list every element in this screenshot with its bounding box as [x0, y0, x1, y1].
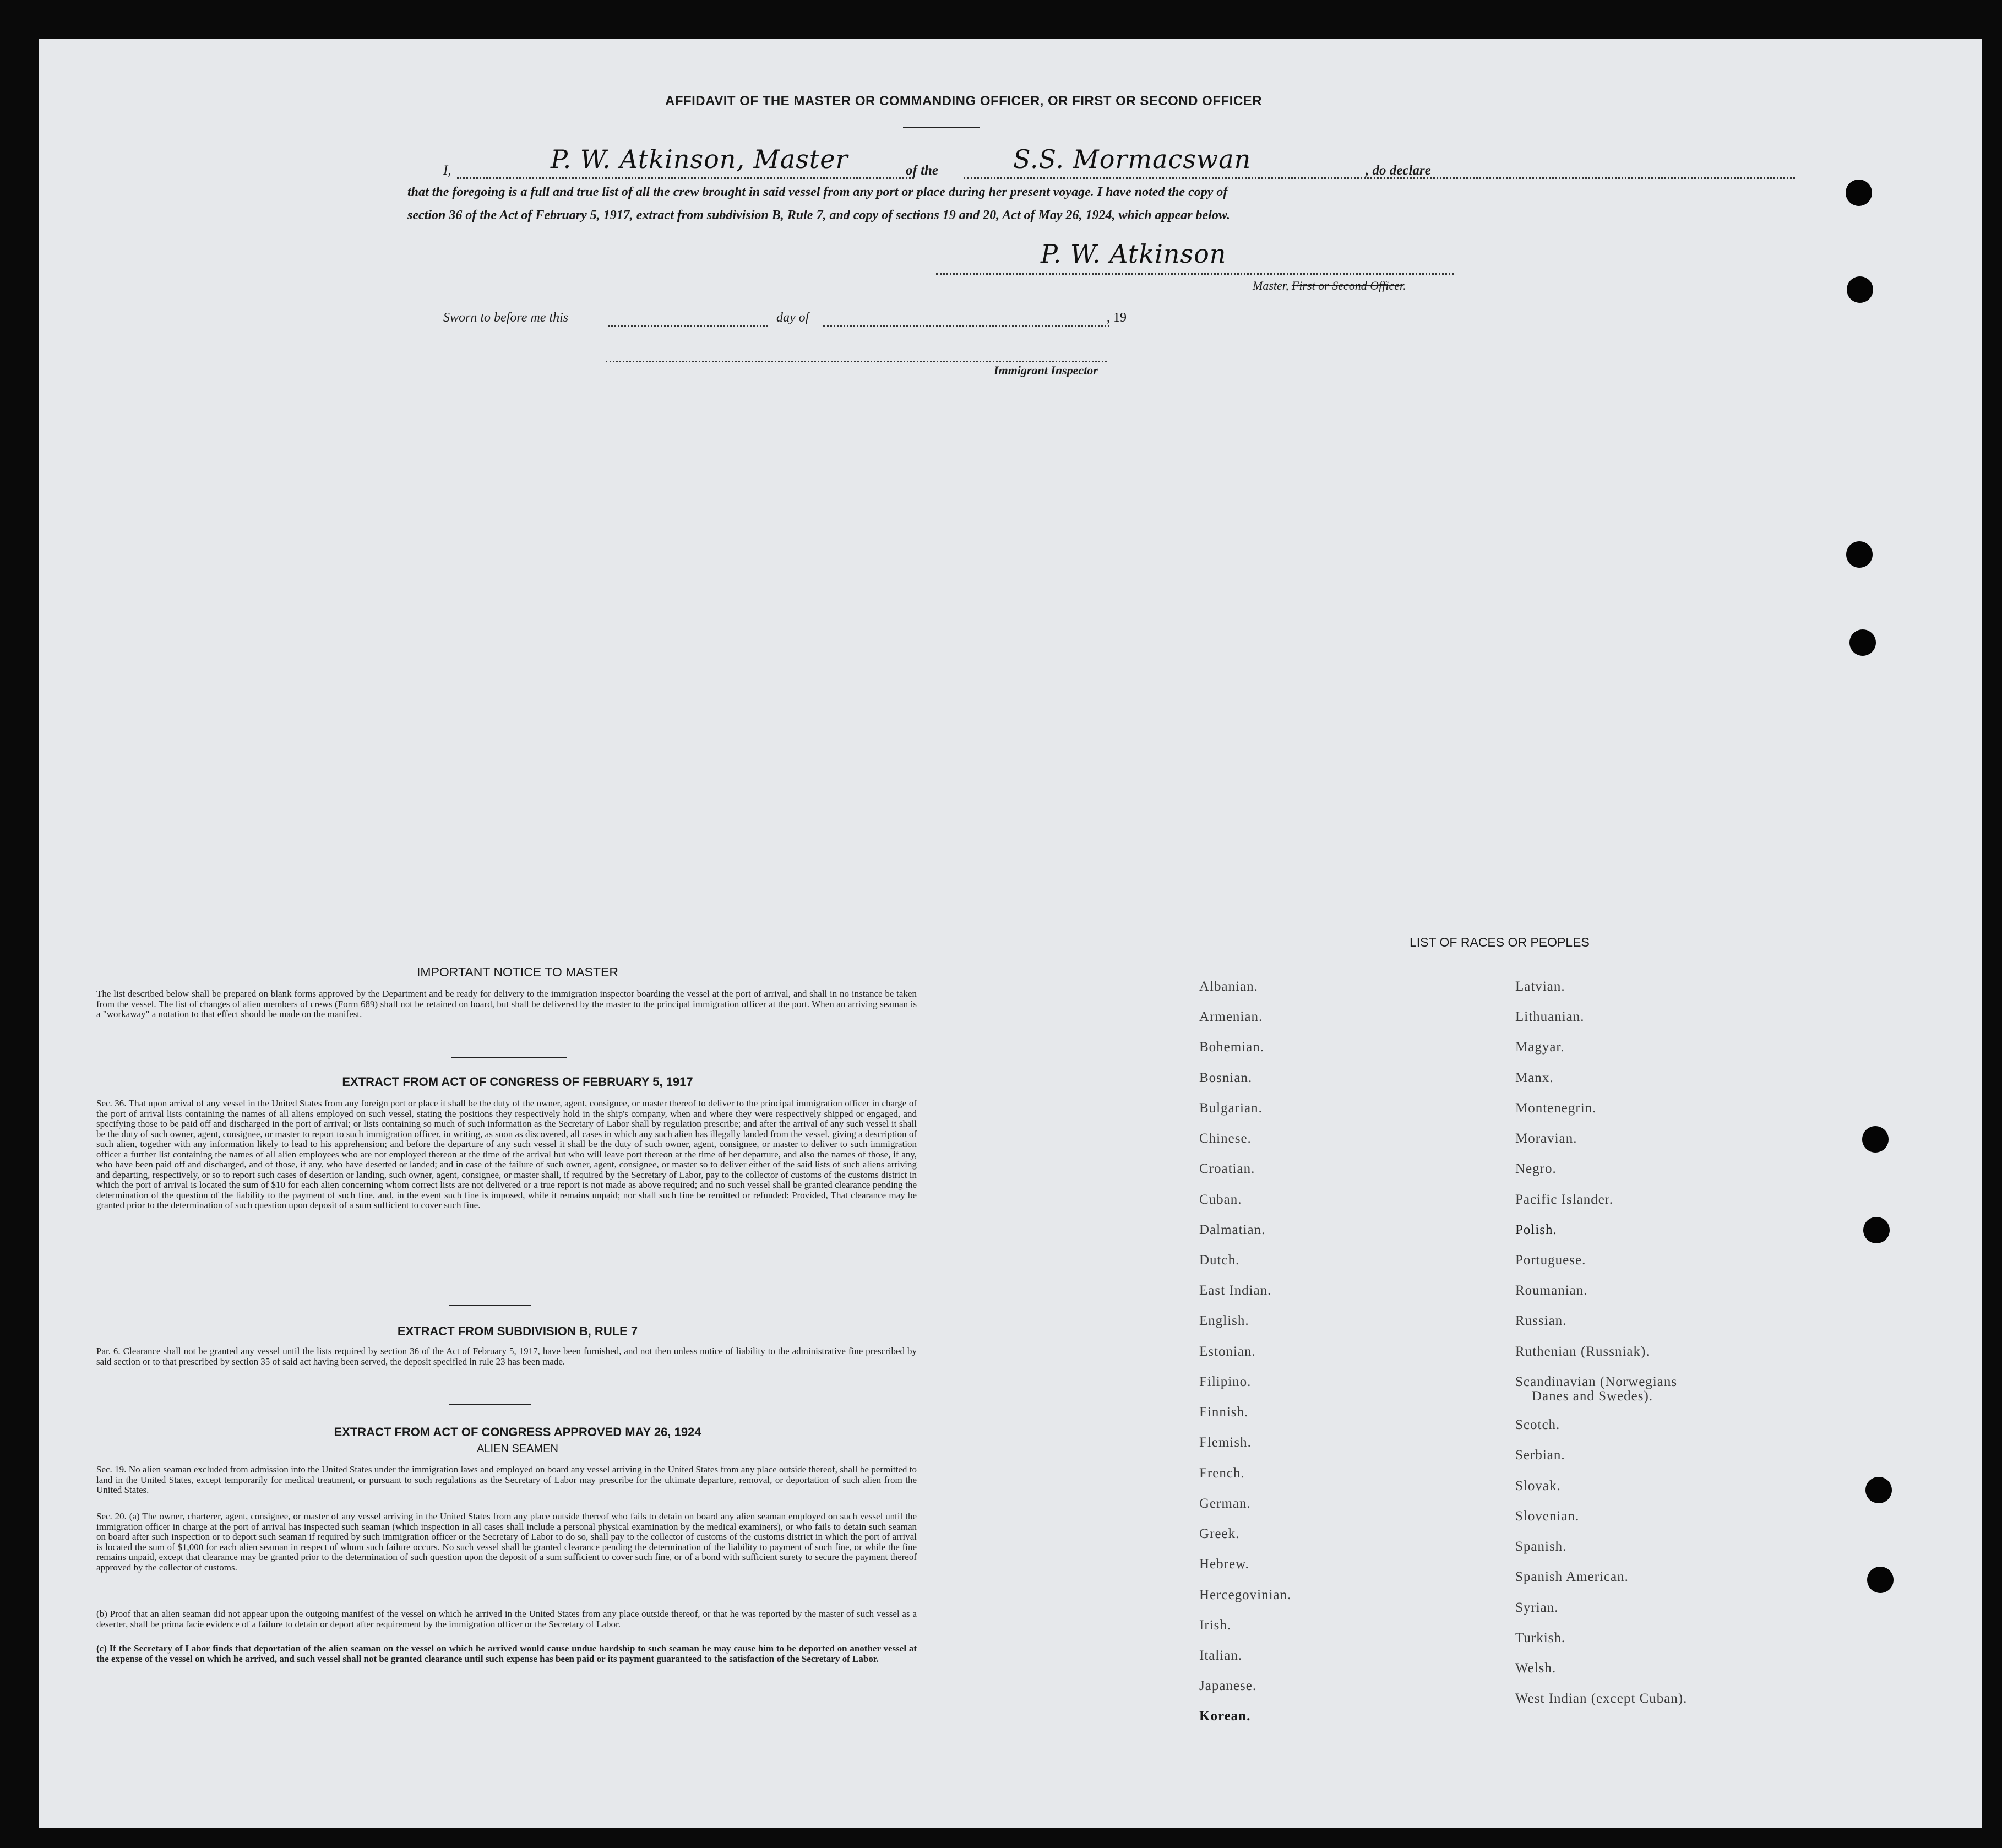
officer-title [1253, 279, 1406, 293]
vessel-name-handwritten: S.S. Mormacswan [1013, 144, 1252, 174]
list-item: Dutch. [1199, 1253, 1240, 1268]
list-item: Flemish. [1199, 1435, 1252, 1450]
list-item: Filipino. [1199, 1374, 1252, 1389]
sec20b-text: (b) Proof that an alien seaman did not appear upon the outgoing manifest of the vessel on which he arrived in the United States from any place outside thereof, or that he was reported by the master of such vessel as a deserter, shall be prima facie evidence of a failure to detain or deport after requirement by the immigration officer or the Secretary of Labor. [96, 1608, 917, 1629]
list-item: Spanish American. [1515, 1569, 1629, 1584]
list-item: Japanese. [1199, 1678, 1257, 1693]
list-item: Estonian. [1199, 1344, 1256, 1359]
inspector-signature-line [606, 347, 1107, 362]
alien-seamen-subheading: ALIEN SEAMEN [477, 1443, 558, 1455]
list-item: Armenian. [1199, 1009, 1263, 1024]
list-item: Syrian. [1515, 1600, 1559, 1615]
inspector-label: Immigrant Inspector [994, 363, 1098, 377]
signature-block [936, 239, 1459, 303]
list-item: Magyar. [1515, 1040, 1565, 1055]
list-item: Portuguese. [1515, 1253, 1586, 1268]
list-item: English. [1199, 1313, 1249, 1328]
list-item: Manx. [1515, 1070, 1554, 1085]
list-item: Danes and Swedes). [1532, 1389, 1653, 1404]
punch-hole [1847, 276, 1873, 303]
title-end: . [1403, 279, 1406, 292]
list-item: Slovak. [1515, 1479, 1561, 1493]
divider [903, 127, 980, 128]
punch-hole [1862, 1126, 1889, 1153]
of-the-label: of the [906, 163, 939, 178]
list-item: Scandinavian (Norwegians [1515, 1374, 1678, 1389]
list-item: East Indian. [1199, 1283, 1272, 1298]
list-item: Turkish. [1515, 1630, 1566, 1645]
month-field [823, 308, 1109, 327]
sworn-label: Sworn to before me this [443, 311, 569, 325]
list-item: Slovenian. [1515, 1509, 1580, 1524]
list-item: German. [1199, 1496, 1251, 1511]
extract-rule7-heading: EXTRACT FROM SUBDIVISION B, RULE 7 [397, 1324, 638, 1338]
signature-handwritten: P. W. Atkinson [1041, 239, 1227, 269]
list-item: Welsh. [1515, 1661, 1557, 1676]
affidavit-line2: that the foregoing is a full and true list of all the crew brought in said vessel from any port or place during her present voyage. I have noted the copy of [407, 185, 1228, 199]
divider [449, 1404, 531, 1405]
list-item: Chinese. [1199, 1131, 1252, 1146]
sec19-text: Sec. 19. No alien seaman excluded from admission into the United States under the immigration laws and employed on board any vessel arriving in the United States from any place outside thereof, shall be permitted to land in the United States, except temporarily for medical treatment, or pursuant to such regulations as the Secretary of Labor may prescribe for the ultimate departure, removal, or deportation of such alien from the United States. [96, 1464, 917, 1495]
divider [449, 1305, 531, 1306]
sec20a-text: Sec. 20. (a) The owner, charterer, agent, consignee, or master of any vessel arriving in the United States from any place outside thereof who fails to detain on board any alien seaman employed on such vessel until the immigration officer in charge at the port of arrival has inspected such seaman (which inspection in all cases shall include a personal physical examination by the medical examiners), or who fails to detain such seaman on board after such inspection or to deport such seaman if required by such immigration officer or the Secretary of Labor to do so, shall pay to the collector of customs of the customs district in which the port of arrival is located the sum of $1,000 for each alien seaman in respect of whom such failure occurs. No such vessel shall be granted clearance pending the determination of the liability to payment of such fine, or while the fine remains unpaid, except that clearance may be granted prior to the determination of such question upon the deposit of a sum sufficient to cover such fine, or of a bond with sufficient surety to secure the payment thereof approved by the collector of customs. [96, 1511, 917, 1573]
year-label: , 19 [1107, 311, 1127, 325]
affidavit-line3: section 36 of the Act of February 5, 1917, extract from subdivision B, Rule 7, and copy of sections 19 and 20, Act of May 26, 1924, which appear below. [407, 208, 1230, 222]
list-item: Cuban. [1199, 1192, 1242, 1207]
sworn-line [443, 308, 1159, 336]
punch-hole [1863, 1217, 1890, 1243]
list-item: Bosnian. [1199, 1070, 1253, 1085]
list-item: Latvian. [1515, 979, 1565, 994]
list-item: Bohemian. [1199, 1040, 1265, 1055]
do-declare-label: , do declare [1366, 163, 1431, 178]
list-item: Hebrew. [1199, 1557, 1249, 1572]
list-item: Korean. [1199, 1709, 1251, 1724]
list-item: Italian. [1199, 1648, 1243, 1663]
list-item: West Indian (except Cuban). [1515, 1691, 1688, 1706]
notice-heading: IMPORTANT NOTICE TO MASTER [417, 965, 618, 979]
affidavit-line1 [429, 144, 1454, 187]
list-item: Croatian. [1199, 1161, 1255, 1176]
i-label: I, [443, 163, 451, 178]
list-item: Negro. [1515, 1161, 1557, 1176]
list-item: Scotch. [1515, 1417, 1560, 1432]
punch-hole [1846, 180, 1872, 206]
list-item: Dalmatian. [1199, 1222, 1266, 1237]
races-heading: LIST OF RACES OR PEOPLES [1410, 935, 1590, 949]
punch-hole [1865, 1477, 1892, 1503]
list-item: Roumanian. [1515, 1283, 1588, 1298]
extract-1917-text: Sec. 36. That upon arrival of any vessel in the United States from any foreign port or place it shall be the duty of the owner, agent, consignee, or master thereof to deliver to the principal immigration officer in charge of the port of arrival lists containing the names of all aliens employed on such vessel, stating the positions they respectively hold in the ship's company, when and where they were respectively shipped or engaged, and specifying those to be paid off and discharged in the port of arrival; or lists containing so much of such information as the Secretary of Labor shall by regulation prescribe; and after the arrival of any such vessel it shall be the duty of such owner, agent, consignee, or master to report to such immigration officer, in writing, as soon as discovered, all cases in which any such alien has illegally landed from the vessel, giving a description of such alien, together with any information likely to lead to his apprehension; and before the departure of any such vessel it shall be the duty of such owner, agent, consignee, or master to deliver to such immigration officer a further list containing the names of all alien employees who are not employed thereon at the time of the arrival but who will leave port thereon at the time of her departure, and also the names of those, if any, who have been paid off and discharged, and of those, if any, who have deserted or landed; and in case of the failure of such owner, agent, consignee, or master so to deliver either of the said lists of such aliens arriving and departing, respectively, or so to report such cases of desertion or landing, such owner, agent, consignee, or master shall, if required by the Secretary of Labor, pay to the collector of customs of the customs district in which the port of arrival is located the sum of $10 for each alien concerning whom correct lists are not delivered or a true report is not made as above required; and no such vessel shall be granted clearance pending the determination of the question of the liability to the payment of such fine, and, in the event such fine is imposed, while it remains unpaid; nor shall such fine be remitted or refunded: Provided, That clearance may be granted prior to the determination of such question upon deposit of a sum sufficient to cover such fine. [96, 1098, 917, 1210]
day-of-label: day of [776, 311, 809, 325]
list-item: Polish. [1515, 1222, 1557, 1237]
list-item: Ruthenian (Russniak). [1515, 1344, 1650, 1359]
list-item: Pacific Islander. [1515, 1192, 1614, 1207]
list-item: French. [1199, 1466, 1245, 1481]
punch-hole [1846, 541, 1873, 568]
punch-hole [1849, 629, 1876, 656]
divider [451, 1057, 567, 1058]
sec20c-text: (c) If the Secretary of Labor finds that deportation of the alien seaman on the vessel on which he arrived would cause undue hardship to such seaman he may cause him to be deported on another vessel at the expense of the vessel on which he arrived, and such vessel shall not be granted clearance until such expense has been paid or its payment guaranteed to the satisfaction of the Secretary of Labor. [96, 1643, 917, 1664]
notice-text: The list described below shall be prepared on blank forms approved by the Department and be ready for delivery to the immigration inspector boarding the vessel at the port of arrival, and shall in no instance be taken from the vessel. The list of changes of alien members of crews (Form 689) shall not be retained on board, but shall be delivered by the master to the principal immigration officer at the port. When an arriving seaman is a "workaway" a notation to that effect should be made on the manifest. [96, 988, 917, 1019]
list-item: Moravian. [1515, 1131, 1577, 1146]
master-name-handwritten: P. W. Atkinson, Master [551, 144, 848, 174]
affidavit-heading: AFFIDAVIT OF THE MASTER OR COMMANDING OFFICER, OR FIRST OR SECOND OFFICER [665, 94, 1263, 108]
list-item: Serbian. [1515, 1448, 1565, 1463]
extract-rule7-text: Par. 6. Clearance shall not be granted any vessel until the lists required by section 36 of the Act of February 5, 1917, have been furnished, and not then unless notice of liability to the administrative fine prescribed by said section or to that prescribed by section 35 of said act having been served, the deposit specified in rule 23 has been made. [96, 1346, 917, 1367]
day-field [608, 308, 768, 327]
extract-1924-heading: EXTRACT FROM ACT OF CONGRESS APPROVED MAY 26, 1924 [334, 1425, 701, 1439]
list-item: Spanish. [1515, 1539, 1567, 1554]
list-item: Finnish. [1199, 1405, 1249, 1420]
list-item: Bulgarian. [1199, 1101, 1263, 1116]
title-master: Master, [1253, 279, 1292, 292]
list-item: Greek. [1199, 1526, 1240, 1541]
list-item: Lithuanian. [1515, 1009, 1585, 1024]
punch-hole [1867, 1567, 1894, 1593]
list-item: Montenegrin. [1515, 1101, 1597, 1116]
list-item: Albanian. [1199, 979, 1258, 994]
list-item: Russian. [1515, 1313, 1567, 1328]
list-item: Hercegovinian. [1199, 1588, 1292, 1602]
extract-1917-heading: EXTRACT FROM ACT OF CONGRESS OF FEBRUARY 5, 1917 [342, 1075, 693, 1089]
title-struck: First or Second Officer [1291, 279, 1403, 292]
list-item: Irish. [1199, 1618, 1232, 1633]
